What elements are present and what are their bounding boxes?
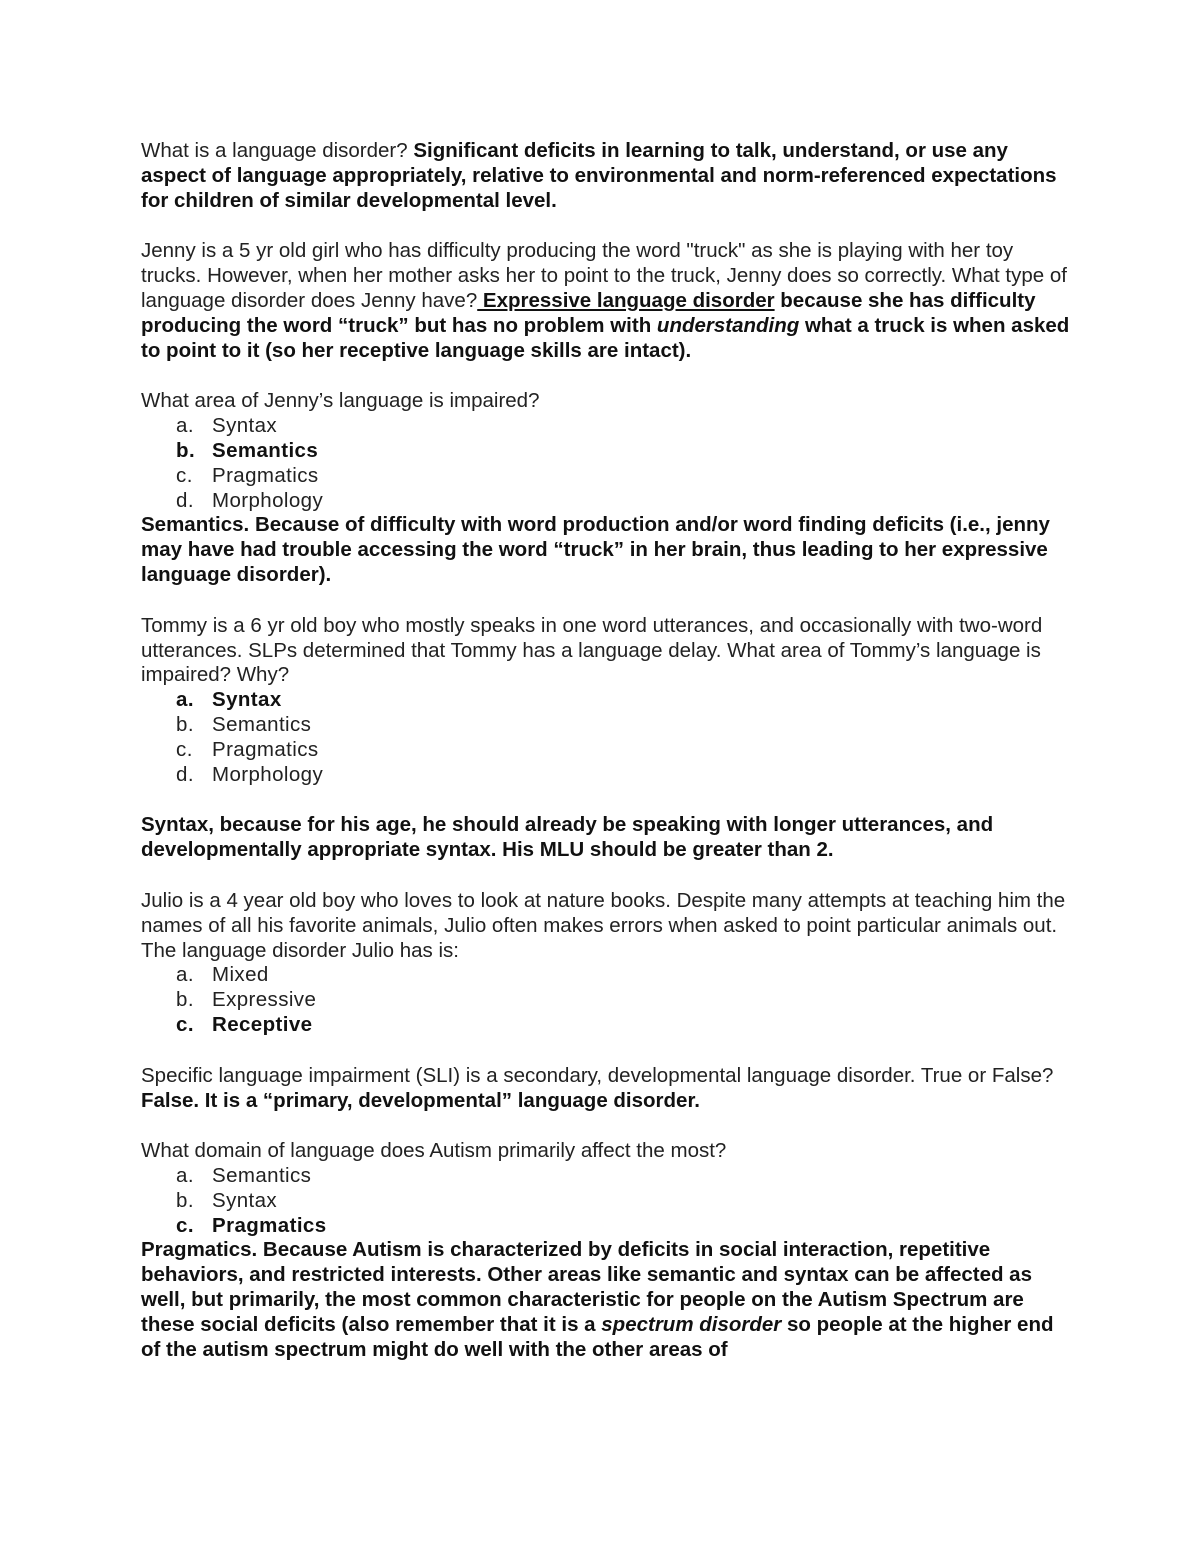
option-letter: a.	[176, 1164, 195, 1188]
question-3-text: What area of Jenny’s language is impaired?	[141, 389, 540, 413]
question-3-explanation: Semantics. Because of difficulty with word production and/or word finding deficits (i.e., jenny may have had trouble accessing the word “truck” in her brain, thus leading to her expressive language disorder).	[141, 513, 1050, 586]
option-letter: c.	[176, 463, 193, 487]
option-item	[141, 988, 1071, 1013]
option-text: Syntax	[212, 414, 278, 438]
option-item	[141, 963, 1071, 988]
question-6-text: Specific language impairment (SLI) is a secondary, developmental language disorder. True or False?	[141, 1063, 1054, 1087]
option-item-correct	[141, 688, 1071, 713]
option-item-correct	[141, 1013, 1071, 1038]
question-2-answer-italic: understanding	[656, 313, 800, 337]
option-text: Receptive	[212, 1012, 313, 1036]
option-item	[141, 763, 1071, 788]
question-2-text: Jenny is a 5 yr old girl who has difficulty producing the word "truck" as she is playing with her toy trucks. However, when her mother asks her to point to the truck, Jenny does so correctly. What type of language disorder does Jenny have?	[141, 239, 1067, 312]
option-item	[141, 713, 1071, 738]
option-item	[141, 489, 1071, 514]
question-2	[141, 239, 1071, 363]
option-text: Semantics	[212, 1164, 312, 1188]
option-text: Morphology	[212, 762, 324, 786]
option-letter: c.	[176, 1012, 195, 1036]
question-2-answer-underlined: Expressive language disorder	[477, 288, 775, 312]
question-1-answer: Significant deficits in learning to talk, understand, or use any aspect of language appropriately, relative to environmental and norm-referenced expectations for children of similar developmental level.	[141, 139, 1057, 212]
option-letter: a.	[176, 414, 195, 438]
question-5-text: Julio is a 4 year old boy who loves to look at nature books. Despite many attempts at teaching him the names of all his favorite animals, Julio often makes errors when asked to point particular animals out. The language disorder Julio has is:	[141, 888, 1066, 962]
option-text: Semantics	[212, 712, 312, 736]
option-text: Pragmatics	[212, 1213, 327, 1237]
option-text: Syntax	[212, 688, 282, 712]
question-7-explanation	[141, 1238, 1071, 1362]
question-4-options	[141, 688, 1071, 787]
document-page	[141, 139, 1071, 1362]
option-text: Semantics	[212, 438, 319, 462]
option-letter: b.	[176, 712, 195, 736]
question-7-explanation-italic: spectrum disorder	[601, 1312, 782, 1336]
question-4-text: Tommy is a 6 yr old boy who mostly speaks in one word utterances, and occasionally with two-word utterances. SLPs determined that Tommy has a language delay. What area of Tommy’s language is impaired? Why?	[141, 613, 1043, 687]
question-1-text: What is a language disorder?	[141, 139, 414, 162]
question-4-explanation: Syntax, because for his age, he should already be speaking with longer utterances, and developmentally appropriate syntax. His MLU should be greater than 2.	[141, 813, 994, 862]
option-text: Syntax	[212, 1188, 278, 1212]
question-3-options	[141, 414, 1071, 513]
option-letter: b.	[176, 438, 196, 462]
option-item	[141, 1189, 1071, 1214]
question-7-options	[141, 1164, 1071, 1238]
option-letter: b.	[176, 988, 195, 1012]
option-text: Pragmatics	[212, 463, 319, 487]
option-text: Morphology	[212, 488, 324, 512]
option-item	[141, 738, 1071, 763]
option-item	[141, 414, 1071, 439]
option-text: Mixed	[212, 963, 269, 987]
option-item-correct	[141, 1214, 1071, 1239]
option-text: Pragmatics	[212, 737, 319, 761]
option-letter: c.	[176, 1213, 195, 1237]
option-letter: d.	[176, 762, 195, 786]
question-7-explanation-part2: so people at the higher end of the autism spectrum might do well with the other areas of	[141, 1312, 1054, 1361]
option-item	[141, 464, 1071, 489]
question-2-answer-part2: what a truck is when asked to point to it (so her receptive language skills are intact).	[141, 313, 1070, 362]
option-item	[141, 1164, 1071, 1189]
question-7-text: What domain of language does Autism primarily affect the most?	[141, 1139, 727, 1163]
option-letter: d.	[176, 488, 195, 512]
option-letter: c.	[176, 737, 193, 761]
question-6-answer: False. It is a “primary, developmental” language disorder.	[141, 1088, 700, 1112]
question-2-answer-part1: because she has difficulty producing the word “truck” but has no problem with	[141, 288, 1036, 337]
question-5-options	[141, 963, 1071, 1037]
option-letter: a.	[176, 963, 195, 987]
option-text: Expressive	[212, 988, 317, 1012]
question-1	[141, 139, 1071, 213]
option-letter: b.	[176, 1188, 195, 1212]
question-6	[141, 1064, 1071, 1114]
question-7-explanation-part1: Pragmatics. Because Autism is characterized by deficits in social interaction, repetitive behaviors, and restricted interests. Other areas like semantic and syntax can be affected as well, but primarily, the most common characteristic for people on the Autism Spectrum are these social deficits (also remember that it is a	[141, 1238, 1032, 1336]
option-item-correct	[141, 439, 1071, 464]
option-letter: a.	[176, 688, 195, 712]
